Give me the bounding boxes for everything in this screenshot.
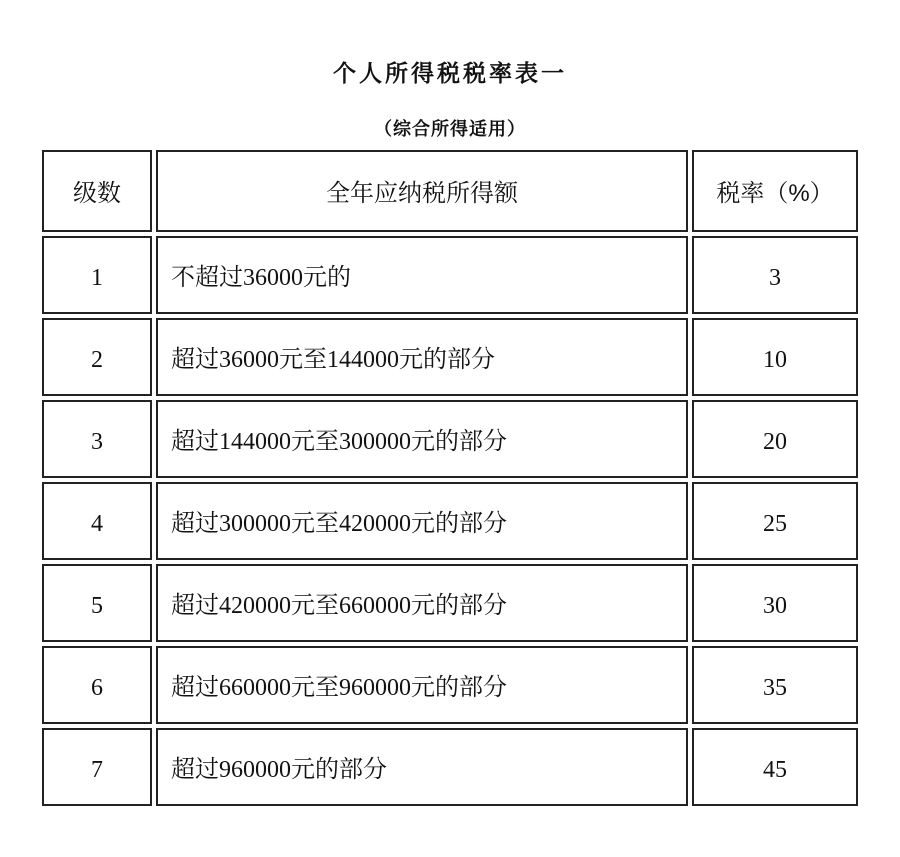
col-header-rate: 税率（%） (692, 150, 858, 232)
col-header-level: 级数 (42, 150, 152, 232)
table-cell-income: 不超过36000元的 (156, 236, 688, 314)
table-cell-level: 5 (42, 564, 152, 642)
table-cell-rate: 3 (692, 236, 858, 314)
table-cell-rate: 35 (692, 646, 858, 724)
table-cell-level: 3 (42, 400, 152, 478)
table-cell-rate: 25 (692, 482, 858, 560)
table-cell-income: 超过960000元的部分 (156, 728, 688, 806)
table-cell-level: 6 (42, 646, 152, 724)
document-subtitle: （综合所得适用） (374, 119, 526, 139)
table-cell-rate: 20 (692, 400, 858, 478)
document-title: 个人所得税税率表一 (333, 60, 567, 86)
table-cell-income: 超过660000元至960000元的部分 (156, 646, 688, 724)
table-cell-income: 超过36000元至144000元的部分 (156, 318, 688, 396)
table-cell-level: 1 (42, 236, 152, 314)
table-cell-rate: 10 (692, 318, 858, 396)
table-cell-level: 7 (42, 728, 152, 806)
tax-rate-table (42, 150, 858, 806)
table-cell-level: 2 (42, 318, 152, 396)
table-cell-rate: 30 (692, 564, 858, 642)
table-cell-income: 超过144000元至300000元的部分 (156, 400, 688, 478)
table-cell-level: 4 (42, 482, 152, 560)
table-cell-income: 超过420000元至660000元的部分 (156, 564, 688, 642)
col-header-income: 全年应纳税所得额 (156, 150, 688, 232)
table-cell-rate: 45 (692, 728, 858, 806)
table-cell-income: 超过300000元至420000元的部分 (156, 482, 688, 560)
